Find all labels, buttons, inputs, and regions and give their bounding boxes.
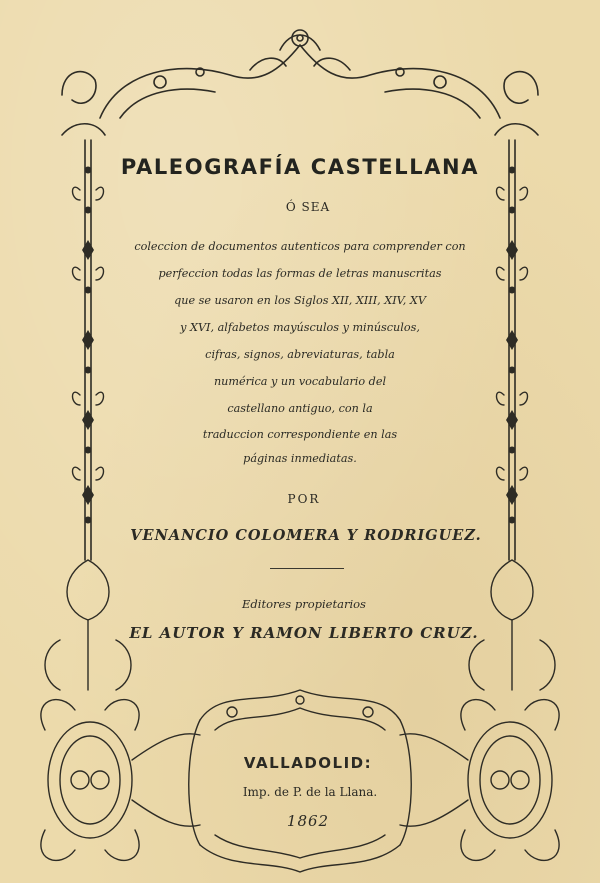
imprint-year: 1862 xyxy=(286,812,330,830)
description-line: coleccion de documentos autenticos para comprender con xyxy=(134,240,466,253)
author-name: VENANCIO COLOMERA Y RODRIGUEZ. xyxy=(130,527,482,544)
description-line: páginas inmediatas. xyxy=(243,452,357,465)
title-connector: Ó SEA xyxy=(285,200,331,214)
editors-label: Editores propietarios xyxy=(242,597,366,611)
description-line: numérica y un vocabulario del xyxy=(213,375,387,388)
description-line: y XVI, alfabetos mayúsculos y minúsculos, xyxy=(180,321,420,334)
book-title: PALEOGRAFÍA CASTELLANA xyxy=(120,155,480,179)
imprint-city: VALLADOLID: xyxy=(243,754,373,772)
description-line: castellano antiguo, con la xyxy=(227,402,373,415)
imprint-printer: Imp. de P. de la Llana. xyxy=(242,785,378,799)
description-line: que se usaron en los Siglos XII, XIII, XIV, XV xyxy=(174,294,426,307)
description-line: cifras, signos, abreviaturas, tabla xyxy=(205,348,395,361)
divider xyxy=(270,568,344,569)
description-line: perfeccion todas las formas de letras manuscritas xyxy=(158,267,442,280)
description-line: traduccion correspondiente en las xyxy=(202,428,398,441)
editors-names: EL AUTOR Y RAMON LIBERTO CRUZ. xyxy=(129,624,479,642)
by-line: POR xyxy=(287,492,321,506)
